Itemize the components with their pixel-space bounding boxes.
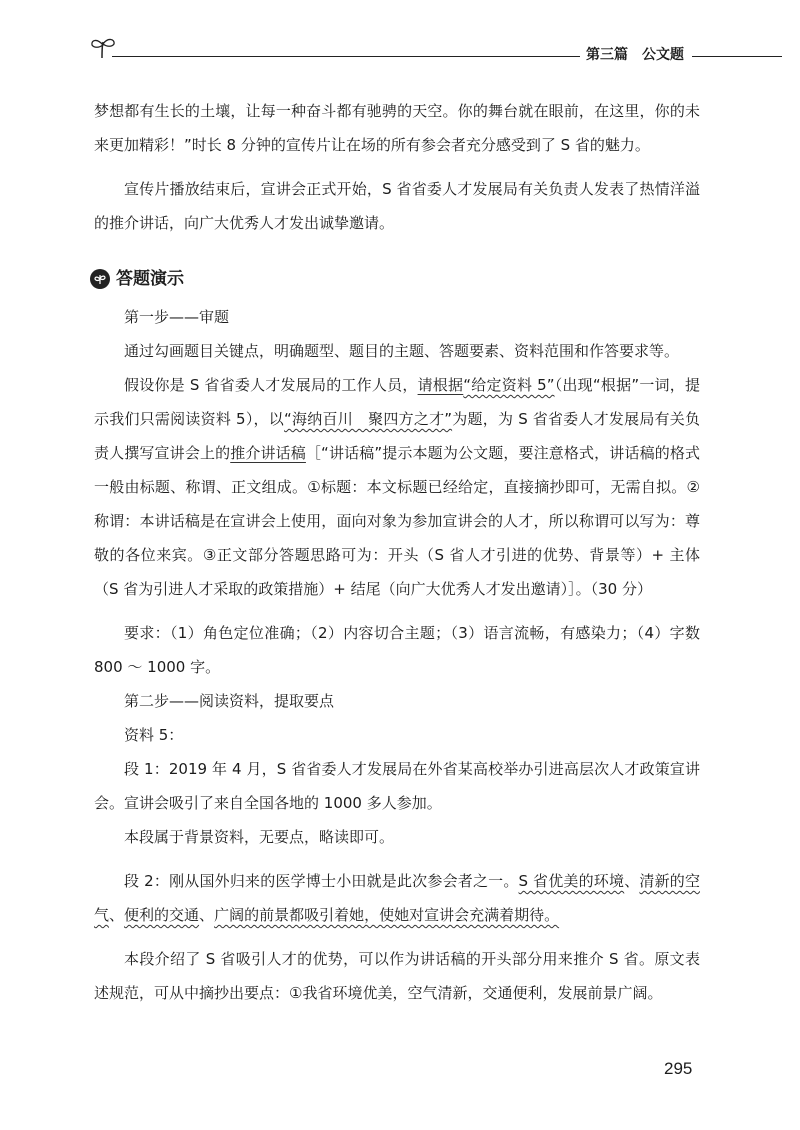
requirements: 要求：（1）角色定位准确；（2）内容切合主题；（3）语言流畅，有感染力；（4）字数 800 ～ 1000 字。 bbox=[94, 624, 700, 676]
leaf-icon bbox=[90, 269, 110, 289]
header-rule-left bbox=[112, 56, 580, 57]
wavy-keyword: S 省优美的环境 bbox=[518, 872, 625, 890]
page-body bbox=[94, 94, 700, 1010]
step-title: 第一步——审题 bbox=[124, 308, 230, 326]
paragraph: 段 1：2019 年 4 月，S 省省委人才发展局在外省某高校举办引进高层次人才政策宣讲会。宣讲会吸引了来自全国各地的 1000 多人参加。 bbox=[94, 760, 700, 812]
paragraph: 宣传片播放结束后，宣讲会正式开始，S 省省委人才发展局有关负责人发表了热情洋溢的推介讲话，向广大优秀人才发出诚挚邀请。 bbox=[94, 180, 700, 232]
paragraph: 梦想都有生长的土壤，让每一种奋斗都有驰骋的天空。你的舞台就在眼前，在这里，你的未来更加精彩！”时长 8 分钟的宣传片让在场的所有参会者充分感受到了 S 省的魅力。 bbox=[94, 102, 700, 154]
underlined-keyword: 请根据 bbox=[417, 376, 464, 394]
underlined-keyword: 推介讲话稿 bbox=[230, 444, 306, 462]
wavy-keyword: “海纳百川 聚四方之才” bbox=[284, 410, 453, 428]
section-heading bbox=[90, 262, 700, 296]
question-paragraph: 假设你是 S 省省委人才发展局的工作人员，请根据“给定资料 5”（出现“根据”一词，提示我们只需阅读资料 5），以“海纳百川 聚四方之才”为题，为 S 省省委人才发展局有关负责人撰写宣讲会上的推介讲话稿［“讲话稿”提示本题为公文题，要注意格式，讲话稿的格式一般由标题、称谓、正文组成。①标题：本文标题已经给定，直接摘抄即可，无需自拟。②称谓：本讲话稿是在宣讲会上使用，面向对象为参加宣讲会的人才，所以称谓可以写为：尊敬的各位来宾。③正文部分答题思路可为：开头（S 省人才引进的优势、背景等）+ 主体（S 省为引进人才采取的政策措施）+ 结尾（向广大优秀人才发出邀请）］。（30 分） bbox=[94, 376, 701, 598]
header-rule-right bbox=[692, 56, 782, 57]
page-header bbox=[88, 36, 782, 66]
paragraph: 通过勾画题目关键点，明确题型、题目的主题、答题要素、资料范围和作答要求等。 bbox=[124, 342, 680, 360]
header-title: 第三篇 公文题 bbox=[586, 47, 684, 63]
section-title: 答题演示 bbox=[116, 269, 184, 289]
step-title: 第二步——阅读资料，提取要点 bbox=[124, 692, 335, 710]
page-number: 295 bbox=[664, 1059, 693, 1078]
wavy-keyword: “给定资料 5” bbox=[463, 376, 555, 394]
wavy-keyword: 清新的空气 bbox=[94, 872, 700, 924]
wavy-keyword: 广阔的前景都吸引着她，使她对宣讲会充满着期待。 bbox=[214, 906, 560, 924]
material-label: 资料 5： bbox=[124, 726, 184, 744]
paragraph-note: 本段介绍了 S 省吸引人才的优势，可以作为讲话稿的开头部分用来推介 S 省。原文表述规范，可从中摘抄出要点：①我省环境优美，空气清新，交通便利，发展前景广阔。 bbox=[94, 950, 700, 1002]
paragraph-note: 本段属于背景资料，无要点，略读即可。 bbox=[124, 828, 395, 846]
wavy-keyword: 便利的交通 bbox=[124, 906, 200, 924]
paragraph: 段 2：刚从国外归来的医学博士小田就是此次参会者之一。S 省优美的环境、清新的空气、便利的交通、广阔的前景都吸引着她，使她对宣讲会充满着期待。 bbox=[94, 872, 700, 924]
